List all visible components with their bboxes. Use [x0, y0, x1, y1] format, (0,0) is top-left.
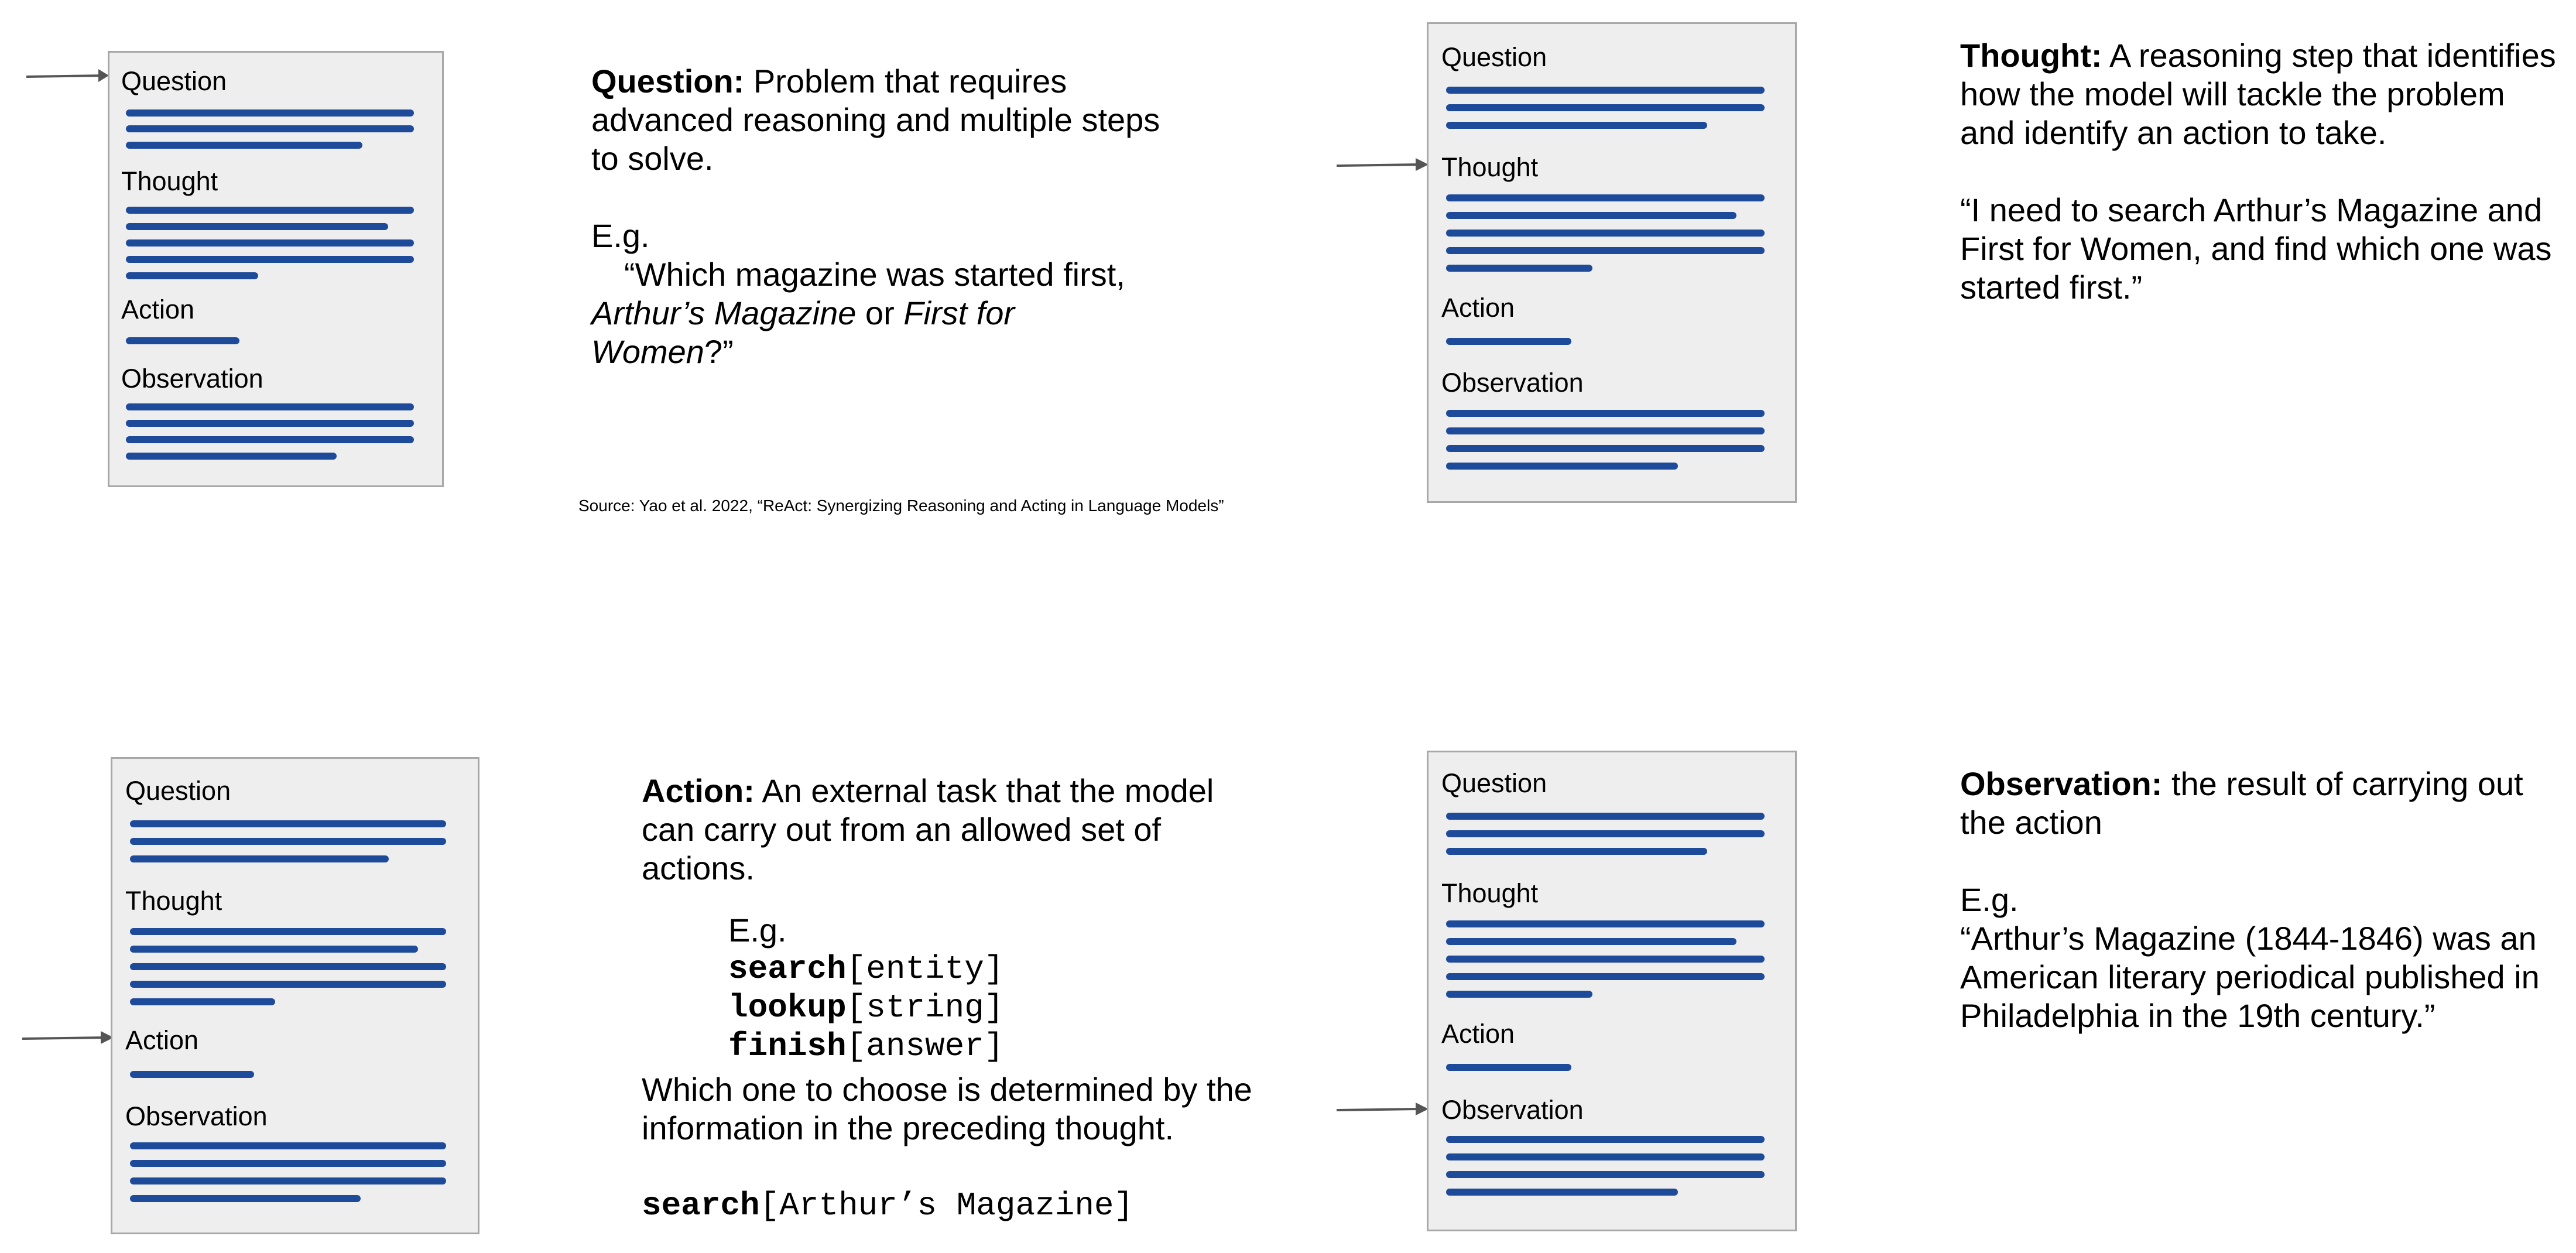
action-lookup: lookup[string]: [728, 989, 1004, 1026]
text-line: [1446, 212, 1736, 219]
question-example-line1: “Which magazine was started first,: [624, 256, 1125, 293]
card-label-observation: Observation: [1441, 1095, 1584, 1125]
question-body: Problem that requires advanced reasoning and multiple steps to solve.: [591, 63, 1160, 177]
text-line: [130, 1195, 361, 1202]
text-line: [130, 855, 389, 862]
arrow-to-action: [22, 1038, 105, 1039]
react-card-observation: [1427, 751, 1797, 1231]
react-card-question: [108, 51, 444, 487]
text-line: [1446, 122, 1707, 129]
text-line: [130, 820, 446, 827]
action-examples: [642, 911, 1274, 1066]
observation-description: [1960, 765, 2557, 1035]
text-line: [1446, 956, 1765, 963]
thought-example: “I need to search Arthur’s Magazine and First for Women, and find which one was started first.”: [1960, 191, 2552, 306]
text-line: [1446, 830, 1765, 837]
text-line: [1446, 1189, 1678, 1196]
text-line: [130, 1071, 254, 1078]
action-note: Which one to choose is determined by the information in the preceding thought.: [642, 1071, 1252, 1146]
arrow-to-question: [26, 76, 107, 77]
text-line: [126, 109, 414, 117]
text-line: [1446, 410, 1765, 417]
text-line: [1446, 194, 1765, 201]
text-line: [1446, 427, 1765, 434]
text-line: [1446, 1064, 1571, 1071]
arrow-to-thought: [1337, 165, 1420, 166]
react-card-thought: [1427, 22, 1797, 503]
title-first-for-women: First for Women: [591, 295, 1015, 370]
action-heading: Action:: [642, 772, 755, 809]
text-line: [1446, 230, 1765, 237]
source-citation: Source: Yao et al. 2022, “ReAct: Synergizing Reasoning and Acting in Language Models”: [578, 497, 1224, 515]
thought-heading: Thought:: [1960, 37, 2102, 74]
text-line: [126, 125, 414, 132]
text-line: [130, 1142, 446, 1149]
text-line: [130, 981, 446, 988]
card-label-action: Action: [1441, 1019, 1515, 1049]
quote-close: ?”: [704, 333, 734, 370]
text-line: [126, 436, 414, 443]
card-label-observation: Observation: [121, 364, 263, 393]
card-label-thought: Thought: [125, 886, 222, 916]
card-label-observation: Observation: [125, 1101, 268, 1131]
observation-eg: E.g.: [1960, 881, 2019, 918]
text-line: [1446, 938, 1736, 945]
card-label-question: Question: [125, 776, 231, 806]
thought-body: A reasoning step that identifies how the model will tackle the problem and identify an action to take.: [1960, 37, 2556, 151]
thought-description: [1960, 36, 2557, 307]
text-line: [1446, 973, 1765, 980]
text-line: [1446, 991, 1592, 998]
text-line: [126, 239, 414, 247]
text-line: [130, 1160, 446, 1167]
question-description: [591, 62, 1165, 371]
text-line: [1446, 104, 1765, 111]
card-label-action: Action: [125, 1025, 199, 1055]
card-label-thought: Thought: [121, 166, 218, 196]
title-arthurs-magazine: Arthur’s Magazine: [591, 295, 857, 331]
text-line: [130, 928, 446, 935]
action-description: [642, 772, 1274, 1225]
text-line: [1446, 848, 1707, 855]
text-line: [1446, 265, 1592, 272]
action-example-search: search[Arthur’s Magazine]: [642, 1187, 1134, 1224]
card-label-thought: Thought: [1441, 152, 1539, 182]
text-line: [126, 272, 258, 279]
card-label-thought: Thought: [1441, 878, 1539, 908]
text-line: [130, 963, 446, 970]
text-line: [126, 420, 414, 427]
card-label-question: Question: [1441, 768, 1547, 798]
card-label-action: Action: [1441, 293, 1515, 323]
text-line: [126, 207, 414, 214]
question-eg: E.g.: [591, 217, 650, 254]
arrow-to-observation: [1337, 1109, 1420, 1110]
action-search: search[entity]: [728, 950, 1004, 988]
text-line: [126, 403, 414, 410]
text-line: [130, 838, 446, 845]
action-finish: finish[answer]: [728, 1028, 1004, 1065]
observation-body: the result of carrying out the action: [1960, 765, 2523, 841]
text-line: [1446, 1171, 1765, 1178]
observation-heading: Observation:: [1960, 765, 2163, 802]
card-label-question: Question: [1441, 42, 1547, 72]
text-line: [126, 223, 388, 230]
text-line: [1446, 247, 1765, 254]
card-label-observation: Observation: [1441, 368, 1584, 398]
text-line: [1446, 87, 1765, 94]
text-line: [126, 256, 414, 263]
text-line: [130, 998, 275, 1005]
card-label-action: Action: [121, 295, 195, 324]
text-line: [126, 142, 362, 149]
action-eg: E.g.: [728, 912, 787, 949]
text-line: [1446, 463, 1678, 470]
card-label-question: Question: [121, 66, 227, 96]
question-example-line2: [591, 294, 1165, 371]
text-line: [1446, 338, 1571, 345]
observation-example: “Arthur’s Magazine (1844-1846) was an American literary periodical published in Philadelphia in the 19th century.”: [1960, 920, 2540, 1034]
react-card-action: [111, 757, 479, 1234]
question-heading: Question:: [591, 63, 745, 100]
text-line: [130, 946, 418, 953]
text-line: [1446, 920, 1765, 927]
text-line: [1446, 1153, 1765, 1160]
text-line: [130, 1177, 446, 1184]
text-line: [1446, 445, 1765, 452]
text-line: [126, 453, 337, 460]
action-body: An external task that the model can carry out from an allowed set of actions.: [642, 772, 1214, 886]
title-or: or: [856, 295, 904, 331]
text-line: [126, 337, 239, 344]
text-line: [1446, 813, 1765, 820]
text-line: [1446, 1136, 1765, 1143]
